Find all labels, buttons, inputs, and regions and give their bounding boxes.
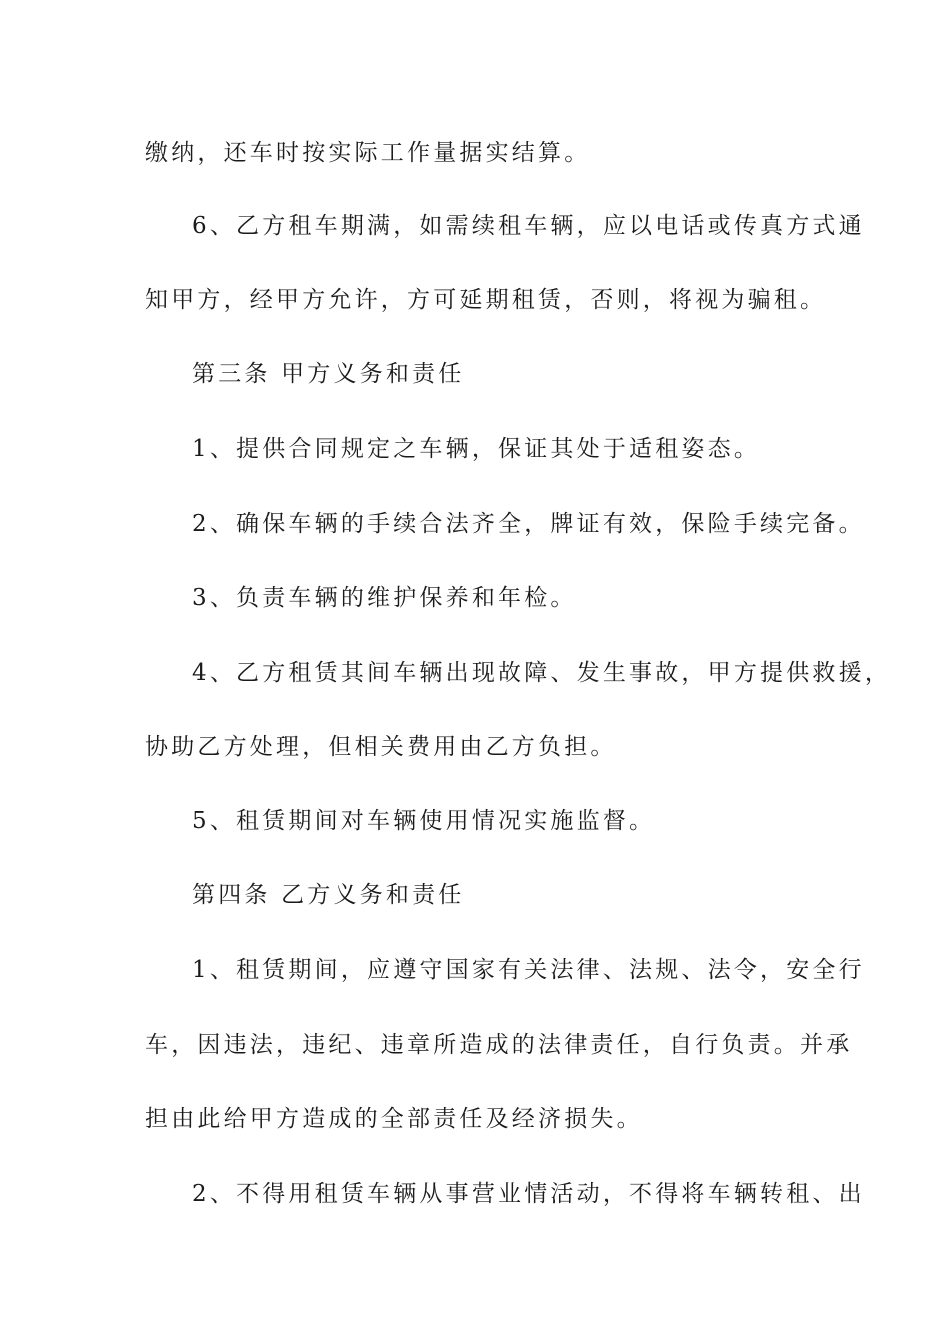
paragraph-line: 1、租赁期间，应遵守国家有关法律、法规、法令，安全行 (192, 957, 865, 983)
text-line: 协助乙方处理，但相关费用由乙方负担。 (145, 734, 617, 760)
text-line: 缴纳，还车时按实际工作量据实结算。 (145, 140, 591, 166)
paragraph-line: 2、不得用租赁车辆从事营业情活动，不得将车辆转租、出 (192, 1181, 865, 1207)
paragraph-line: 1、提供合同规定之车辆，保证其处于适租姿态。 (192, 436, 761, 462)
text-line: 担由此给甲方造成的全部责任及经济损失。 (145, 1106, 643, 1132)
section-heading: 第三条 甲方义务和责任 (192, 361, 465, 387)
paragraph-line: 6、乙方租车期满，如需续租车辆，应以电话或传真方式通 (192, 213, 865, 239)
text-line: 知甲方，经甲方允许，方可延期租赁，否则，将视为骗租。 (145, 287, 827, 313)
paragraph-line: 3、负责车辆的维护保养和年检。 (192, 585, 577, 611)
paragraph-line: 4、乙方租赁其间车辆出现故障、发生事故，甲方提供救援， (192, 660, 892, 686)
paragraph-line: 5、租赁期间对车辆使用情况实施监督。 (192, 808, 656, 834)
paragraph-line: 2、确保车辆的手续合法齐全，牌证有效，保险手续完备。 (192, 511, 865, 537)
text-line: 车，因违法，违纪、违章所造成的法律责任，自行负责。并承 (145, 1032, 853, 1058)
section-heading: 第四条 乙方义务和责任 (192, 882, 465, 908)
